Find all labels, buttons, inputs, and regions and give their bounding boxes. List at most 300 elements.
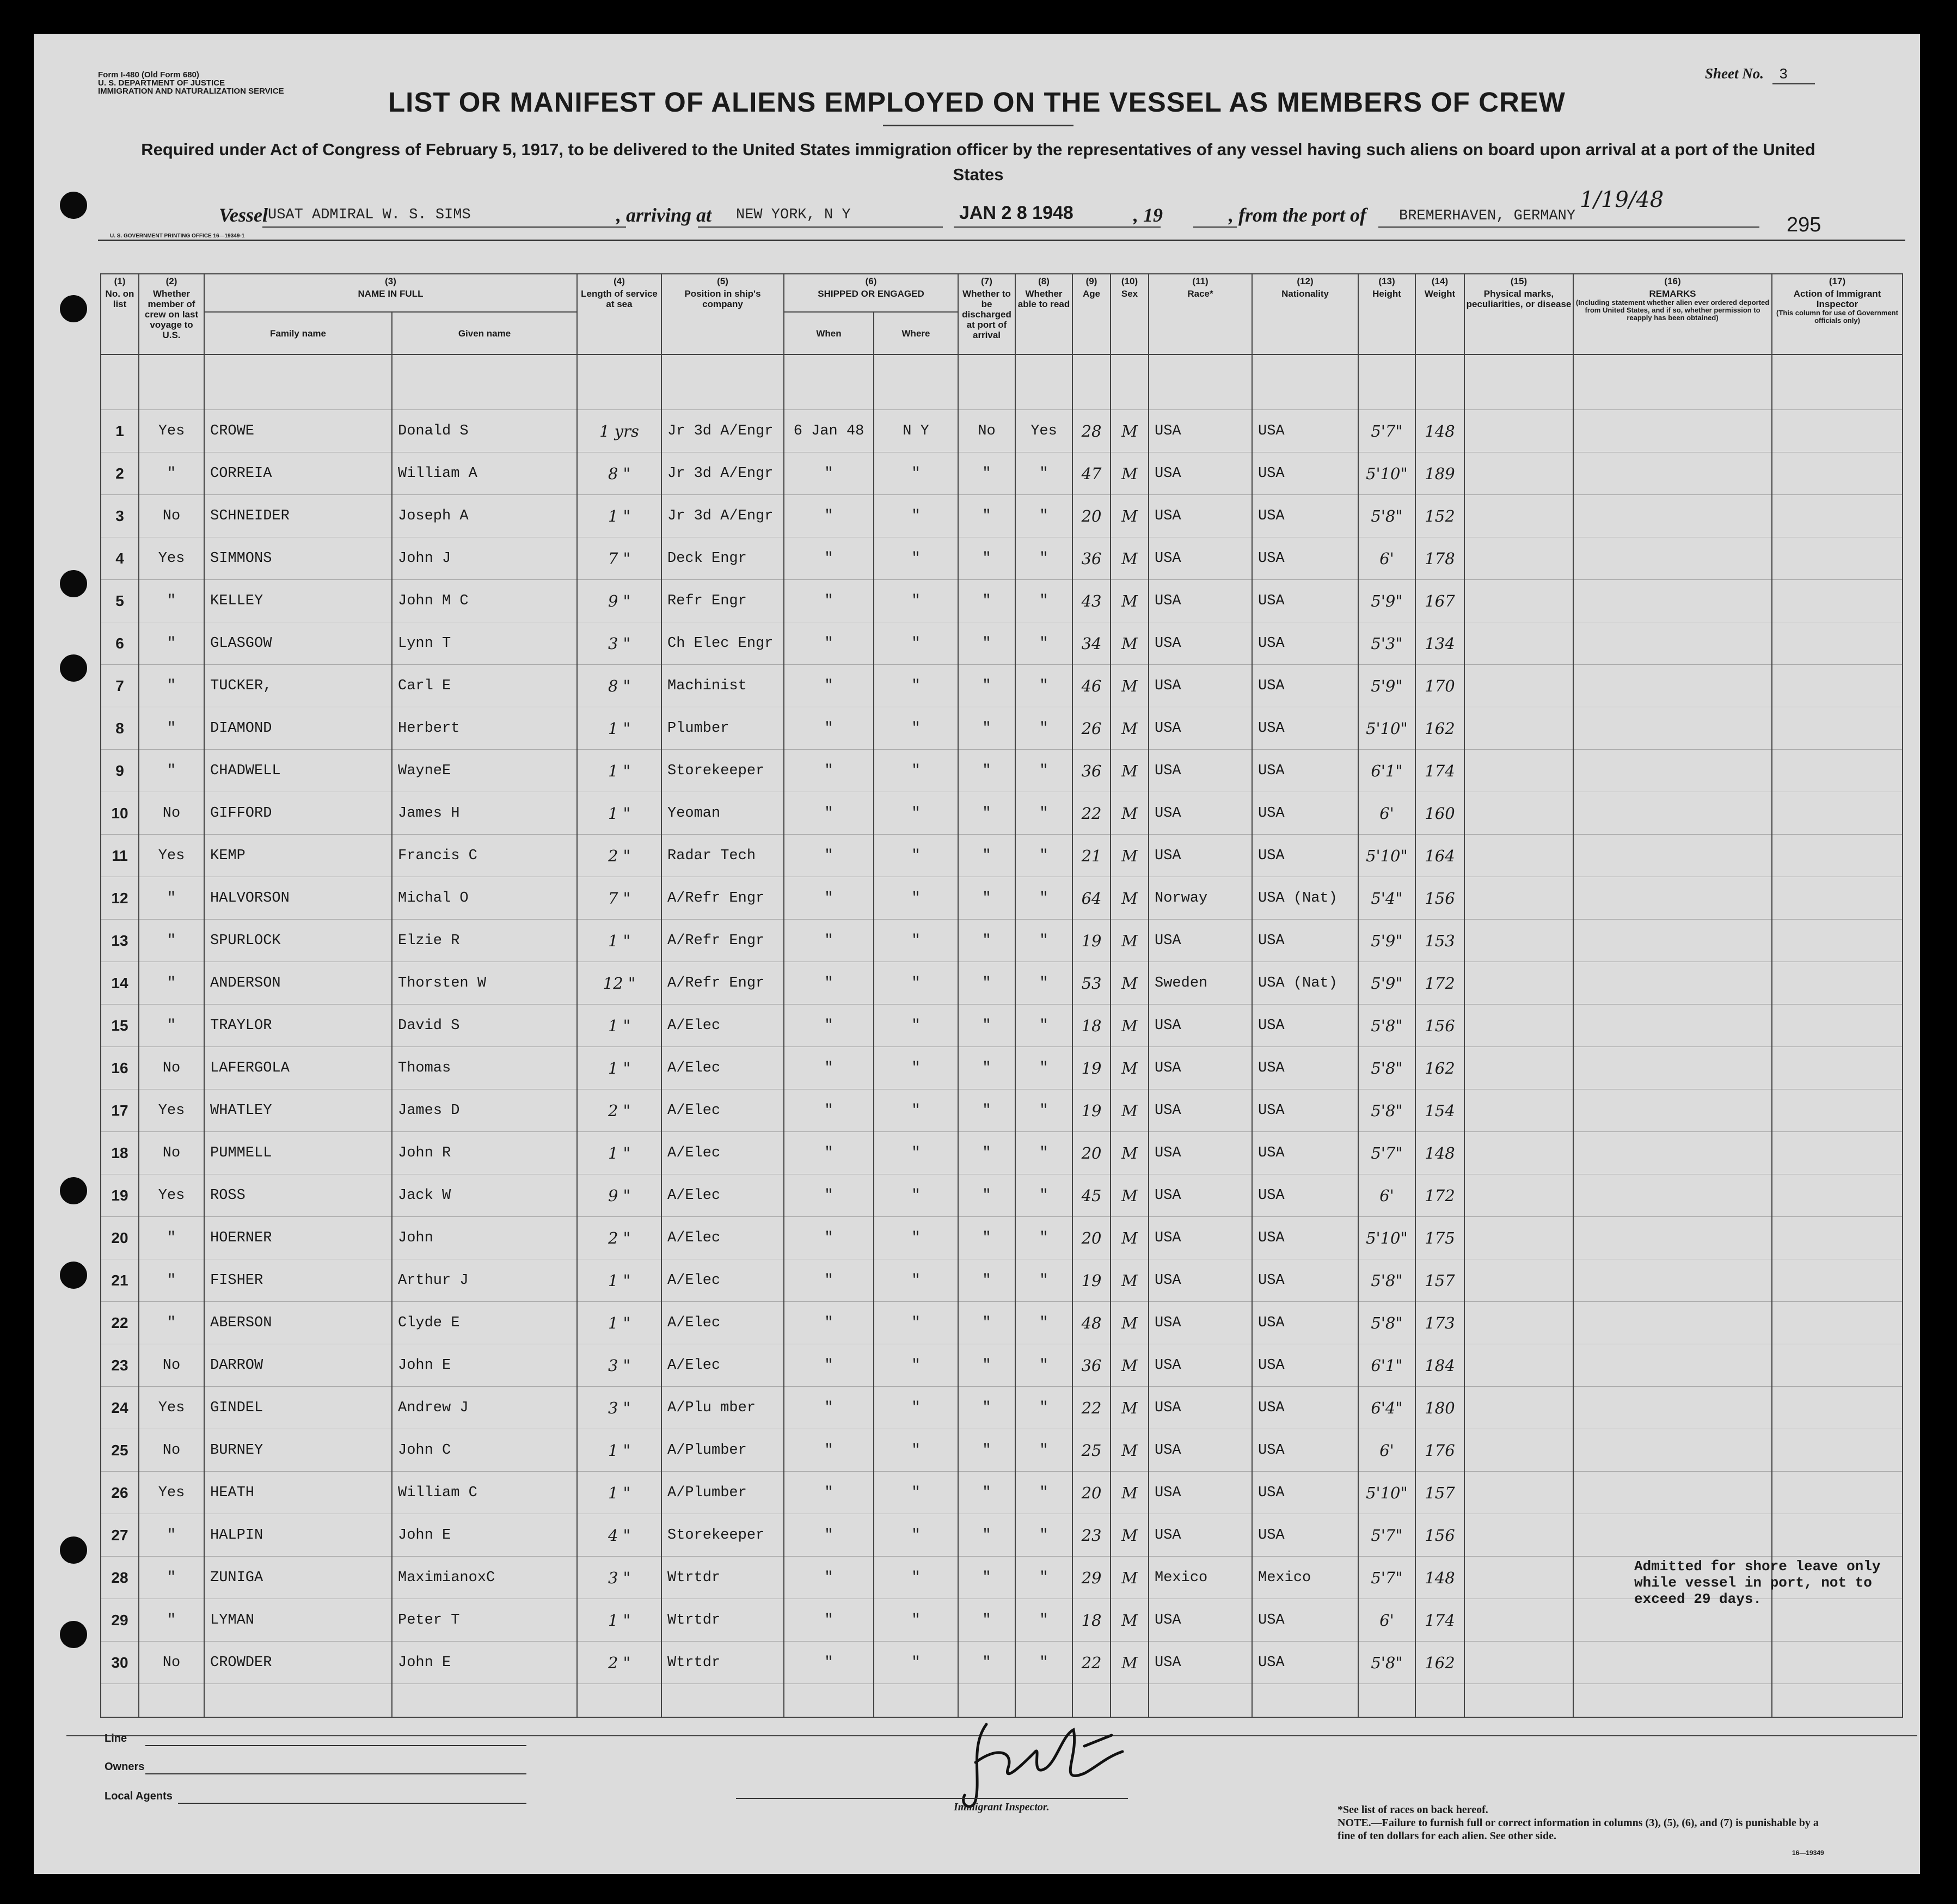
cell-position: Storekeeper [661,1514,784,1557]
cell-weight: 172 [1415,1174,1464,1217]
cell-position: A/Refr Engr [661,877,784,920]
cell-height: 5'8" [1358,1005,1415,1047]
cell-family-name: ANDERSON [204,962,392,1005]
cell-family-name: HALPIN [204,1514,392,1557]
cell-given-name: Lynn T [392,622,577,665]
col-header-given-name: Given name [392,312,577,354]
cell-last-voyage: " [139,665,204,707]
cell-given-name: Elzie R [392,920,577,962]
cell-position: A/Elec [661,1302,784,1344]
cell-row-number: 15 [101,1005,139,1047]
cell-able-to-read: " [1015,622,1072,665]
cell-discharged: No [958,410,1015,452]
cell-age: 19 [1072,1047,1111,1089]
cell-service-length: 4 " [577,1514,661,1557]
cell-sex: M [1111,1174,1149,1217]
cell-position: A/Elec [661,1174,784,1217]
table-end-row [101,1684,1903,1718]
cell-shipped-when: " [784,962,874,1005]
cell-physical-marks [1464,1599,1573,1642]
cell-height: 6' [1358,1599,1415,1642]
cell-physical-marks [1464,792,1573,835]
cell-discharged: " [958,1132,1015,1174]
cell-physical-marks [1464,1047,1573,1089]
cell-last-voyage: No [139,1642,204,1684]
cell-remarks [1573,1514,1772,1557]
cell-inspector-action [1772,1344,1903,1387]
col-header-service-length: (4) Length of service at sea [577,274,661,354]
cell-given-name: William A [392,452,577,495]
cell-nationality: USA [1252,1514,1358,1557]
cell-height: 5'7" [1358,1557,1415,1599]
cell-remarks [1573,410,1772,452]
table-end-cell [1015,1684,1072,1718]
cell-height: 5'10" [1358,1472,1415,1514]
cell-shipped-where: " [874,1047,958,1089]
cell-row-number: 28 [101,1557,139,1599]
cell-physical-marks [1464,665,1573,707]
cell-shipped-where: " [874,1429,958,1472]
cell-height: 5'4" [1358,877,1415,920]
cell-family-name: TUCKER, [204,665,392,707]
cell-race: USA [1149,1344,1252,1387]
cell-race: USA [1149,920,1252,962]
cell-service-length: 2 " [577,1089,661,1132]
cell-family-name: DIAMOND [204,707,392,750]
cell-sex: M [1111,537,1149,580]
cell-age: 18 [1072,1599,1111,1642]
cell-given-name: John M C [392,580,577,622]
cell-position: A/Elec [661,1259,784,1302]
cell-position: A/Refr Engr [661,962,784,1005]
table-row [101,410,1903,452]
cell-sex: M [1111,1429,1149,1472]
cell-last-voyage: " [139,920,204,962]
cell-last-voyage: " [139,1302,204,1344]
table-row [101,665,1903,707]
cell-weight: 173 [1415,1302,1464,1344]
cell-remarks [1573,707,1772,750]
cell-remarks [1573,920,1772,962]
stamp-number: 295 [1787,213,1821,236]
cell-race: USA [1149,452,1252,495]
cell-service-length: 1 " [577,1429,661,1472]
table-end-cell [1072,1684,1111,1718]
cell-physical-marks [1464,707,1573,750]
cell-physical-marks [1464,1302,1573,1344]
cell-nationality: USA [1252,835,1358,877]
cell-physical-marks [1464,1344,1573,1387]
cell-physical-marks [1464,1429,1573,1472]
cell-row-number: 20 [101,1217,139,1259]
cell-shipped-where: " [874,750,958,792]
cell-inspector-action [1772,1514,1903,1557]
cell-position: A/Elec [661,1005,784,1047]
cell-row-number: 11 [101,835,139,877]
cell-position: Jr 3d A/Engr [661,410,784,452]
cell-row-number: 17 [101,1089,139,1132]
cell-inspector-action [1772,792,1903,835]
punch-hole [60,192,87,219]
cell-sex: M [1111,1599,1149,1642]
cell-physical-marks [1464,537,1573,580]
cell-able-to-read: " [1015,495,1072,537]
col-header-where: Where [874,312,958,354]
vessel-label: Vessel [219,204,268,226]
cell-row-number: 18 [101,1132,139,1174]
table-row [101,452,1903,495]
cell-position: Refr Engr [661,580,784,622]
table-body [101,354,1903,1717]
cell-discharged: " [958,1047,1015,1089]
cell-inspector-action [1772,495,1903,537]
cell-shipped-where: " [874,1344,958,1387]
table-row [101,877,1903,920]
col-header-physical-marks: (15) Physical marks, peculiarities, or disease [1464,274,1573,354]
cell-remarks [1573,452,1772,495]
cell-discharged: " [958,1005,1015,1047]
cell-able-to-read: " [1015,452,1072,495]
cell-family-name: PUMMELL [204,1132,392,1174]
cell-inspector-action [1772,1217,1903,1259]
cell-shipped-when: " [784,1429,874,1472]
cell-given-name: John E [392,1642,577,1684]
cell-last-voyage: Yes [139,835,204,877]
cell-discharged: " [958,495,1015,537]
cell-shipped-where: " [874,495,958,537]
table-spacer-row [101,354,1903,410]
cell-height: 6' [1358,1174,1415,1217]
cell-last-voyage: " [139,707,204,750]
cell-family-name: GLASGOW [204,622,392,665]
cell-shipped-where: " [874,962,958,1005]
cell-shipped-where: " [874,1005,958,1047]
cell-row-number: 14 [101,962,139,1005]
cell-position: Machinist [661,665,784,707]
cell-nationality: USA [1252,707,1358,750]
cell-family-name: LYMAN [204,1599,392,1642]
cell-nationality: USA [1252,622,1358,665]
cell-shipped-when: " [784,750,874,792]
table-end-cell [1358,1684,1415,1718]
cell-shipped-when: " [784,1557,874,1599]
cell-race: USA [1149,1514,1252,1557]
cell-height: 5'3" [1358,622,1415,665]
cell-age: 20 [1072,1217,1111,1259]
vessel-name: USAT ADMIRAL W. S. SIMS [268,207,471,223]
cell-sex: M [1111,835,1149,877]
cell-shipped-when: " [784,1217,874,1259]
cell-given-name: Clyde E [392,1302,577,1344]
cell-height: 5'8" [1358,1047,1415,1089]
table-header [101,274,1903,354]
cell-discharged: " [958,1642,1015,1684]
cell-height: 5'8" [1358,1089,1415,1132]
cell-row-number: 8 [101,707,139,750]
cell-race: USA [1149,1259,1252,1302]
cell-age: 48 [1072,1302,1111,1344]
arriving-label: , arriving at [616,204,712,226]
cell-discharged: " [958,792,1015,835]
table-end-cell [1772,1684,1903,1718]
cell-family-name: GIFFORD [204,792,392,835]
cell-physical-marks [1464,452,1573,495]
cell-able-to-read: " [1015,1387,1072,1429]
cell-race: USA [1149,622,1252,665]
punch-hole [60,1621,87,1648]
cell-age: 20 [1072,1132,1111,1174]
cell-remarks [1573,1217,1772,1259]
cell-position: Jr 3d A/Engr [661,452,784,495]
cell-shipped-when: " [784,1472,874,1514]
cell-weight: 176 [1415,1429,1464,1472]
cell-able-to-read: " [1015,1089,1072,1132]
table-row [101,1642,1903,1684]
cell-last-voyage: " [139,1557,204,1599]
cell-given-name: Donald S [392,410,577,452]
cell-shipped-when: " [784,1005,874,1047]
crew-manifest-table [100,273,1903,1718]
cell-shipped-when: " [784,622,874,665]
cell-service-length: 7 " [577,537,661,580]
print-code: U. S. GOVERNMENT PRINTING OFFICE 16—19349-1 [110,233,245,239]
cell-race: USA [1149,665,1252,707]
cell-shipped-where: " [874,1599,958,1642]
cell-shipped-when: " [784,495,874,537]
cell-given-name: Francis C [392,835,577,877]
cell-nationality: USA [1252,1302,1358,1344]
cell-discharged: " [958,877,1015,920]
cell-able-to-read: " [1015,1429,1072,1472]
table-row [101,750,1903,792]
cell-physical-marks [1464,750,1573,792]
cell-inspector-action [1772,452,1903,495]
cell-given-name: Joseph A [392,495,577,537]
cell-physical-marks [1464,920,1573,962]
form-code: 16—19349 [1792,1849,1824,1857]
cell-physical-marks [1464,410,1573,452]
cell-position: A/Elec [661,1132,784,1174]
cell-service-length: 1 " [577,1132,661,1174]
inspector-underline [736,1798,1128,1799]
cell-given-name: John E [392,1344,577,1387]
table-row [101,1472,1903,1514]
cell-sex: M [1111,920,1149,962]
col-header-read: (8) Whether able to read [1015,274,1072,354]
cell-shipped-where: " [874,1642,958,1684]
cell-discharged: " [958,452,1015,495]
cell-age: 23 [1072,1514,1111,1557]
cell-last-voyage: " [139,1514,204,1557]
table-row [101,1599,1903,1642]
cell-family-name: CORREIA [204,452,392,495]
cell-physical-marks [1464,962,1573,1005]
cell-race: USA [1149,580,1252,622]
cell-row-number: 5 [101,580,139,622]
cell-discharged: " [958,1514,1015,1557]
cell-service-length: 9 " [577,1174,661,1217]
table-row [101,1557,1903,1599]
cell-nationality: USA [1252,1217,1358,1259]
table-row [101,1302,1903,1344]
cell-given-name: Jack W [392,1174,577,1217]
cell-age: 19 [1072,920,1111,962]
cell-age: 22 [1072,1642,1111,1684]
cell-discharged: " [958,1259,1015,1302]
cell-inspector-action [1772,962,1903,1005]
cell-family-name: ROSS [204,1174,392,1217]
top-rule [98,240,1905,241]
cell-sex: M [1111,750,1149,792]
cell-shipped-when: " [784,1132,874,1174]
agents-underline [178,1803,526,1804]
cell-row-number: 7 [101,665,139,707]
cell-service-length: 1 " [577,1302,661,1344]
cell-weight: 180 [1415,1387,1464,1429]
cell-nationality: USA [1252,537,1358,580]
cell-shipped-when: " [784,1259,874,1302]
cell-shipped-where: " [874,665,958,707]
table-end-cell [204,1684,392,1718]
table-row [101,1344,1903,1387]
cell-position: A/Elec [661,1089,784,1132]
cell-inspector-action [1772,835,1903,877]
cell-height: 5'7" [1358,1132,1415,1174]
cell-age: 18 [1072,1005,1111,1047]
cell-able-to-read: " [1015,835,1072,877]
cell-physical-marks [1464,1089,1573,1132]
cell-row-number: 3 [101,495,139,537]
cell-remarks [1573,1387,1772,1429]
col-header-remarks: (16) REMARKS (Including statement whether alien ever ordered deported from United States, and if so, whether permission to reapply has been obtained) [1573,274,1772,354]
cell-race: USA [1149,495,1252,537]
cell-weight: 160 [1415,792,1464,835]
cell-row-number: 12 [101,877,139,920]
cell-height: 5'7" [1358,1514,1415,1557]
cell-discharged: " [958,665,1015,707]
cell-nationality: USA [1252,1174,1358,1217]
cell-remarks [1573,665,1772,707]
cell-shipped-when: " [784,920,874,962]
table-row [101,1089,1903,1132]
cell-family-name: WHATLEY [204,1089,392,1132]
cell-physical-marks [1464,1259,1573,1302]
cell-shipped-where: " [874,1387,958,1429]
cell-remarks [1573,1005,1772,1047]
cell-family-name: SIMMONS [204,537,392,580]
cell-race: USA [1149,1472,1252,1514]
cell-age: 46 [1072,665,1111,707]
cell-age: 64 [1072,877,1111,920]
table-row [101,537,1903,580]
cell-age: 19 [1072,1259,1111,1302]
cell-discharged: " [958,835,1015,877]
cell-discharged: " [958,1302,1015,1344]
cell-given-name: Thorsten W [392,962,577,1005]
cell-inspector-action [1772,622,1903,665]
cell-shipped-where: N Y [874,410,958,452]
line-underline [145,1745,526,1746]
punch-hole [60,654,87,682]
cell-remarks [1573,1089,1772,1132]
cell-inspector-action [1772,1472,1903,1514]
cell-service-length: 3 " [577,1557,661,1599]
cell-sex: M [1111,1344,1149,1387]
penalty-note: NOTE.—Failure to furnish full or correct information in columns (3), (5), (6), and (7) is punishable by a fine of ten dollars for each alien. See other side. [1338,1817,1819,1842]
cell-inspector-action [1772,580,1903,622]
cell-age: 20 [1072,1472,1111,1514]
cell-height: 6' [1358,1429,1415,1472]
cell-shipped-where: " [874,1132,958,1174]
table-end-cell [661,1684,784,1718]
cell-weight: 172 [1415,962,1464,1005]
col-header-when: When [784,312,874,354]
col-header-family-name: Family name [204,312,392,354]
cell-shipped-when: " [784,665,874,707]
cell-given-name: Thomas [392,1047,577,1089]
cell-nationality: USA [1252,1599,1358,1642]
col-header-discharged: (7) Whether to be discharged at port of arrival [958,274,1015,354]
shore-leave-remark-text: Admitted for shore leave only while vessel in port, not to exceed 29 days. [1634,1558,1881,1607]
cell-shipped-when: " [784,792,874,835]
cell-age: 47 [1072,452,1111,495]
table-row [101,1047,1903,1089]
punch-hole [60,295,87,322]
cell-remarks [1573,1174,1772,1217]
cell-height: 5'10" [1358,707,1415,750]
table-end-cell [1464,1684,1573,1718]
cell-position: A/Plumber [661,1472,784,1514]
cell-sex: M [1111,495,1149,537]
cell-height: 5'7" [1358,410,1415,452]
cell-physical-marks [1464,1174,1573,1217]
cell-position: Deck Engr [661,537,784,580]
cell-weight: 157 [1415,1259,1464,1302]
cell-family-name: FISHER [204,1259,392,1302]
cell-height: 6'4" [1358,1387,1415,1429]
cell-given-name: James D [392,1089,577,1132]
table-row [101,792,1903,835]
cell-shipped-when: " [784,1599,874,1642]
table-end-cell [392,1684,577,1718]
cell-row-number: 19 [101,1174,139,1217]
cell-discharged: " [958,1344,1015,1387]
cell-nationality: USA [1252,750,1358,792]
cell-shipped-when: " [784,1514,874,1557]
cell-row-number: 1 [101,410,139,452]
cell-last-voyage: " [139,962,204,1005]
cell-service-length: 1 yrs [577,410,661,452]
cell-sex: M [1111,1259,1149,1302]
page-subtitle: Required under Act of Congress of February 5, 1917, to be delivered to the United States immigration officer by the representatives of any vessel having such aliens on board upon arrival at a port of the United States [141,140,1815,184]
table-end-cell [101,1684,139,1718]
cell-last-voyage: Yes [139,1387,204,1429]
cell-family-name: CROWDER [204,1642,392,1684]
cell-shipped-when: " [784,877,874,920]
cell-position: Wtrtdr [661,1599,784,1642]
cell-height: 5'10" [1358,835,1415,877]
cell-shipped-where: " [874,920,958,962]
cell-row-number: 4 [101,537,139,580]
col-header-position: (5) Position in ship's company [661,274,784,354]
table-row [101,835,1903,877]
cell-height: 6'1" [1358,750,1415,792]
cell-row-number: 9 [101,750,139,792]
cell-race: USA [1149,835,1252,877]
cell-given-name: John [392,1217,577,1259]
cell-service-length: 3 " [577,1344,661,1387]
cell-shipped-when: " [784,537,874,580]
